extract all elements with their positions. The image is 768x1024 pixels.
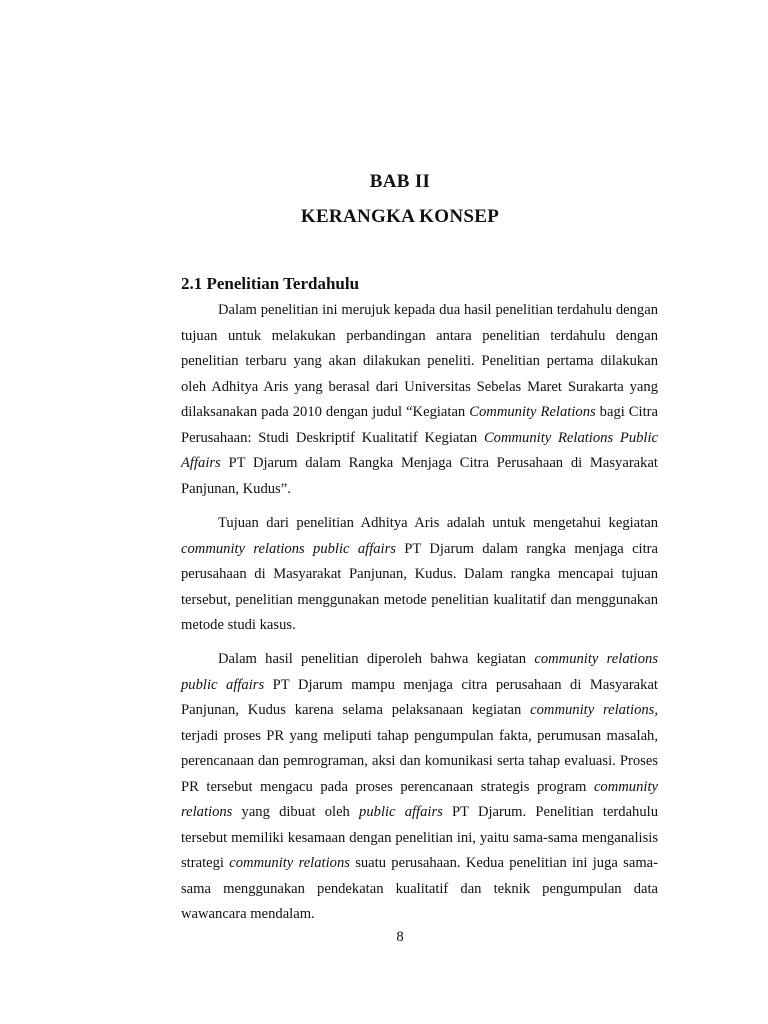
paragraph-2 xyxy=(181,511,658,639)
paragraph-3 xyxy=(181,647,658,928)
paragraph-3-text: suatu perusahaan. Kedua penelitian ini juga sama-sama menggunakan pendekatan kualitatif dan teknik pengumpulan data wawancara mendalam. xyxy=(181,855,659,922)
paragraph-1-italic-term: Community Relations xyxy=(469,404,596,420)
paragraph-1-text: bagi Citra Perusahaan: Studi Deskriptif Kualitatif Kegiatan xyxy=(181,404,658,446)
paragraph-3-italic-term: community relations xyxy=(229,855,350,871)
paragraph-3-text: Dalam hasil penelitian diperoleh bahwa kegiatan xyxy=(218,651,535,667)
paragraph-1-text: PT Djarum dalam Rangka Menjaga Citra Perusahaan di Masyarakat Panjunan, Kudus”. xyxy=(181,455,658,497)
paragraph-3-text: PT Djarum. Penelitian terdahulu tersebut memiliki kesamaan dengan penelitian ini, yaitu sama-sama menganalisis strategi xyxy=(181,804,658,871)
paragraph-3-italic-term: public affairs xyxy=(359,804,443,820)
paragraph-2-text: Tujuan dari penelitian Adhitya Aris adalah untuk mengetahui kegiatan xyxy=(218,515,658,531)
paragraph-3-block xyxy=(181,647,658,928)
chapter-title: KERANGKA KONSEP xyxy=(300,206,500,227)
paragraph-1-text: Dalam penelitian ini merujuk kepada dua hasil penelitian terdahulu dengan tujuan untuk melakukan perbandingan antara penelitian terdahulu dengan penelitian terbaru yang akan dilakukan peneliti. Penelitian pertama dilakukan oleh Adhitya Aris yang berasal dari Universitas Sebelas Maret Surakarta yang dilaksanakan pada 2010 dengan judul “Kegiatan xyxy=(181,302,658,420)
paragraph-3-italic-term: community relations, xyxy=(530,702,658,718)
page-number: 8 xyxy=(396,929,404,945)
paragraph-1 xyxy=(181,298,658,502)
section-heading: 2.1 Penelitian Terdahulu xyxy=(181,274,360,293)
paragraph-3-text: yang dibuat oleh xyxy=(232,804,360,820)
paragraph-2-italic-term: community relations public affairs xyxy=(181,540,396,557)
paragraph-2-block xyxy=(181,511,658,639)
paragraph-3-italic-term: community relations public affairs xyxy=(181,651,659,693)
paragraph-2-text: PT Djarum dalam rangka menjaga citra perusahaan di Masyarakat Panjunan, Kudus. Dalam rangka mencapai tujuan tersebut, penelitian menggunakan metode penelitian kualitatif dan menggunakan metode studi kasus. xyxy=(181,540,658,633)
paragraph-1-block xyxy=(181,298,658,502)
paragraph-3-text: PT Djarum mampu menjaga citra perusahaan di Masyarakat Panjunan, Kudus karena selama pelaksanaan kegiatan xyxy=(181,676,658,718)
chapter-label: BAB II xyxy=(369,171,431,192)
paragraph-3-text: terjadi proses PR yang meliputi tahap pengumpulan fakta, perumusan masalah, perencanaan dan pemrograman, aksi dan komunikasi serta tahap evaluasi. Proses PR tersebut mengacu pada proses perencanaan strategis program xyxy=(181,727,658,795)
paragraph-1-italic-term: Community Relations Public Affairs xyxy=(181,429,659,471)
paragraph-3-italic-term: community relations xyxy=(181,778,658,820)
